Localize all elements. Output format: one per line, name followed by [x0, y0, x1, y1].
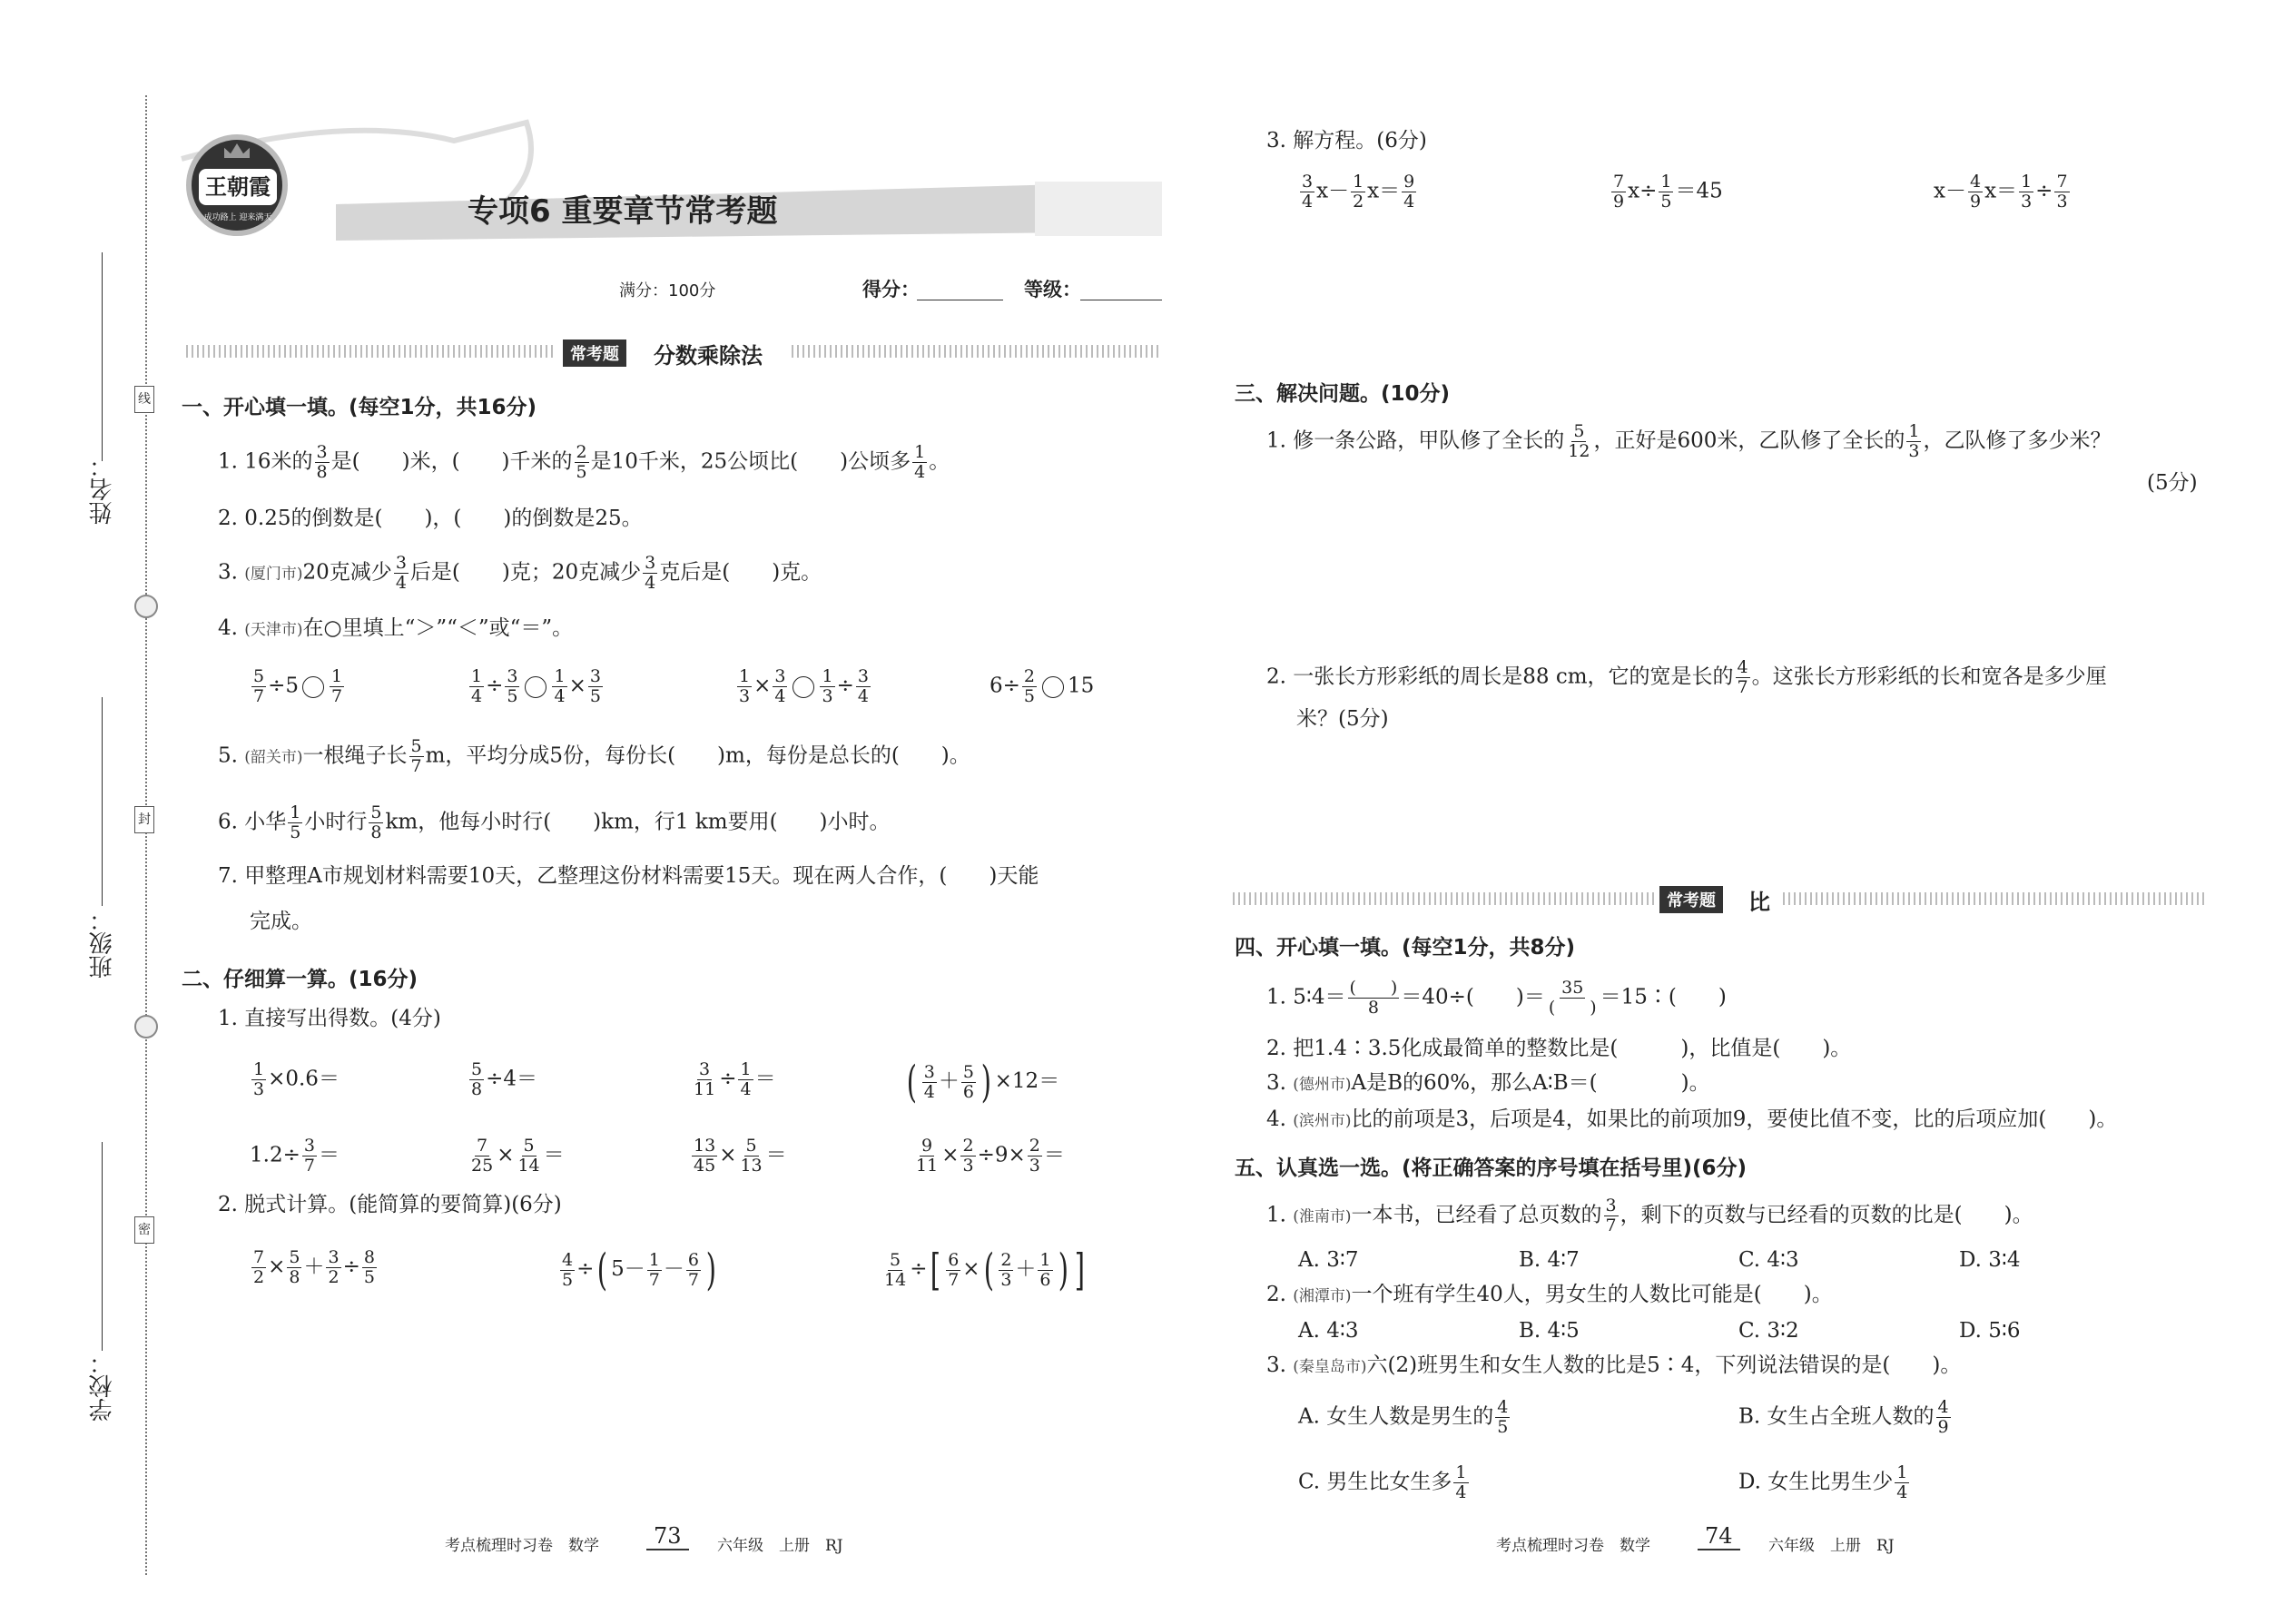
question-1-7: 7. 甲整理A市规划材料需要10天，乙整理这份材料需要15天。现在两人合作，( )天能	[218, 864, 1039, 888]
section-tag-title: 分数乘除法	[654, 343, 763, 369]
question-1-5	[218, 737, 970, 776]
section-1-title: 一、开心填一填。(每空1分，共16分)	[182, 396, 537, 419]
footer-grade: 六年级 上册 RJ	[717, 1537, 843, 1555]
q-text: m，平均分成5份，每份长( )m，每份是总长的( )。	[425, 743, 970, 768]
q-text: 小时行	[304, 810, 368, 834]
fraction: $\frac{1}{2}$	[1353, 172, 1364, 212]
binding-ring-icon	[134, 595, 158, 618]
fraction: $\frac{6}{7}$	[948, 1249, 960, 1290]
binding-mark-line: 线	[134, 386, 154, 413]
section-tag: 常考题	[563, 340, 626, 367]
choice-option[interactable]: B. 4∶7	[1519, 1248, 1580, 1272]
choice-option[interactable]: D. 3∶4	[1959, 1248, 2021, 1272]
logo-text: 王朝霞	[199, 169, 277, 205]
fraction: $\frac{1}{3}$	[253, 1059, 265, 1099]
fraction: $\frac{3}{2}$	[328, 1247, 340, 1287]
fraction: $\frac{5}{14}$	[517, 1136, 540, 1176]
compare-circle[interactable]	[1042, 676, 1064, 698]
fraction: $\frac{3}{11}$	[694, 1059, 716, 1099]
step-calc-1: $\frac{7}{2}$ × $\frac{5}{8}$ ＋ $\frac{3}{2}$ ÷ $\frac{8}{5}$	[253, 1247, 375, 1287]
question-1-1	[218, 443, 950, 482]
ratio-question-4: 4. (滨州市)比的前项是3，后项是4，如果比的前项加9，要使比值不变，比的后项应加( )。	[1266, 1107, 2118, 1131]
equation-1: $\frac{3}{4}$ x－ $\frac{1}{2}$ x＝ $\frac{9}{4}$	[1302, 172, 1415, 212]
fraction: $\frac{3}{4}$	[923, 1061, 935, 1102]
equation-title: 3. 解方程。(6分)	[1266, 129, 1427, 153]
choice-option[interactable]: C. 男生比女生多 $\frac{1}{4}$	[1298, 1462, 1467, 1502]
oral-calc-1-3: $\frac{3}{11}$ ÷ $\frac{1}{4}$ ＝	[694, 1059, 776, 1099]
city-tag: (德州市)	[1293, 1076, 1352, 1094]
question-1-6	[218, 803, 891, 842]
binding-mark-secret: 密	[134, 1216, 154, 1244]
fraction: $\frac{3}{4}$	[1302, 172, 1314, 212]
section-tag: 常考题	[1659, 886, 1723, 913]
binding-dotted-line	[145, 95, 147, 1575]
fraction: $\frac{1}{4}$	[554, 666, 566, 706]
oral-calc-1-2: $\frac{5}{8}$ ÷4＝	[471, 1059, 537, 1099]
compare-circle[interactable]	[525, 676, 546, 698]
section-2-title: 二、仔细算一算。(16分)	[182, 968, 418, 991]
name-blank-line	[102, 252, 103, 461]
q-text: 一根绳子长	[302, 743, 408, 768]
q-text: ，乙队修了多少米？	[1923, 428, 2112, 453]
fraction: $\frac{5}{6}$	[962, 1061, 974, 1102]
fraction: $\frac{3}{4}$	[395, 553, 407, 593]
logo-crown-icon	[224, 143, 250, 158]
equation-3: x－ $\frac{4}{9}$ x＝ $\frac{1}{3}$ ÷ $\frac{7}{3}$	[1934, 172, 2068, 212]
section-divider	[1233, 892, 1655, 905]
full-score-label: 满分：100分	[619, 281, 716, 300]
problem-2	[1266, 658, 2107, 697]
q-text: ，正好是600米，乙队修了全长的	[1593, 428, 1905, 453]
choice-option[interactable]: C. 3∶2	[1738, 1319, 1799, 1343]
fraction: $\frac{3}{5}$	[507, 666, 518, 706]
oral-calc-1-4: ( $\frac{3}{4}$ ＋ $\frac{5}{6}$ ) ×12＝	[906, 1057, 1060, 1107]
fraction: $\frac{4}{5}$	[1497, 1397, 1509, 1437]
fraction: $\frac{1}{7}$	[331, 666, 343, 706]
fraction: $\frac{5}{12}$	[1568, 421, 1590, 461]
choice-question-2: 2. (湘潭市)一个班有学生40人，男女生的人数比可能是( )。	[1266, 1283, 1833, 1306]
section-5-title: 五、认真选一选。(将正确答案的序号填在括号里)(6分)	[1235, 1156, 1748, 1180]
page-title: 专项6 重要章节常考题	[468, 193, 778, 230]
problem-1	[1266, 422, 2111, 461]
fraction: $\frac{4}{7}$	[1737, 657, 1748, 697]
oral-calc-2-1: 1.2÷ $\frac{3}{7}$ ＝	[250, 1136, 340, 1176]
fraction: $\frac{3}{7}$	[303, 1136, 315, 1176]
subsection-2-1: 1. 直接写出得数。(4分)	[218, 1007, 441, 1030]
section-tag-title: 比	[1748, 890, 1770, 915]
oral-calc-2-3: $\frac{13}{45}$ × $\frac{5}{13}$ ＝	[694, 1136, 787, 1176]
q-text: 6. 小华	[218, 810, 287, 834]
fraction: $\frac{7}{2}$	[253, 1247, 265, 1287]
q-text: 2. 一张长方形彩纸的周长是88 cm，它的宽是长的	[1266, 664, 1734, 689]
choice-option[interactable]: C. 4∶3	[1738, 1248, 1799, 1272]
footer-book: 考点梳理时习卷 数学	[1496, 1537, 1650, 1555]
choice-question-3: 3. (秦皇岛市)六(2)班男生和女生人数的比是5∶4，下列说法错误的是( )。	[1266, 1353, 1962, 1377]
fraction: $\frac{1}{3}$	[739, 666, 751, 706]
q-text: 。这张长方形彩纸的长和宽各是多少厘	[1751, 664, 2107, 689]
fraction: $\frac{7}{25}$	[471, 1136, 494, 1176]
q-text: 克后是( )克。	[659, 560, 822, 585]
fraction: $\frac{8}{5}$	[363, 1247, 375, 1287]
question-1-4	[218, 615, 573, 644]
fraction: $\frac{3}{8}$	[316, 442, 328, 482]
problem-1-score: (5分)	[2147, 471, 2198, 495]
fraction: $\frac{1}{5}$	[290, 802, 301, 842]
fraction: $\frac{1}{4}$	[1455, 1462, 1467, 1502]
q-text: 1. 修一条公路，甲队修了全长的	[1266, 428, 1565, 453]
compare-item-2: $\frac{1}{4}$ ÷ $\frac{3}{5}$ $\frac{1}{4}$ × $\frac{3}{5}$	[471, 666, 601, 706]
compare-item-1: $\frac{5}{7}$ ÷5 $\frac{1}{7}$	[253, 666, 343, 706]
class-blank-line	[102, 697, 103, 906]
city-tag: (厦门市)	[244, 565, 303, 584]
page-number: 73	[646, 1523, 689, 1550]
binding-ring-icon	[134, 1015, 158, 1038]
compare-circle[interactable]	[793, 676, 814, 698]
city-tag: (淮南市)	[1293, 1207, 1352, 1226]
footer-grade: 六年级 上册 RJ	[1768, 1537, 1895, 1555]
fraction: $\frac{3}{4}$	[645, 553, 656, 593]
compare-item-3: $\frac{1}{3}$ × $\frac{3}{4}$ $\frac{1}{3}$ ÷ $\frac{3}{4}$	[739, 666, 869, 706]
fraction: $\frac{1}{4}$	[740, 1059, 752, 1099]
fraction: $\frac{7}{9}$	[1613, 172, 1625, 212]
fraction: $\frac{2}{5}$	[1023, 666, 1035, 706]
fraction: $\frac{3}{7}$	[1605, 1196, 1617, 1235]
compare-item-4: 6÷ $\frac{2}{5}$ 15	[989, 666, 1095, 706]
choice-option[interactable]: A. 女生人数是男生的 $\frac{4}{5}$	[1298, 1397, 1509, 1437]
ratio-question-2: 2. 把1.4∶3.5化成最简单的整数比是( )，比值是( )。	[1266, 1037, 1852, 1060]
binding-mark-seal: 封	[134, 806, 154, 833]
q-text: 在○里填上“＞”“＜”或“＝”。	[302, 616, 574, 640]
fraction: $\frac{5}{7}$	[253, 666, 265, 706]
q-text: 3.	[218, 560, 245, 585]
fraction: $\frac{5}{8}$	[370, 802, 382, 842]
fraction: $\frac{1}{7}$	[648, 1249, 660, 1290]
fraction: $\frac{9}{11}$	[916, 1136, 939, 1176]
fraction: $\frac{1}{3}$	[1908, 421, 1920, 461]
fraction: $\frac{6}{7}$	[687, 1249, 699, 1290]
fraction: $\frac{1}{5}$	[1660, 172, 1672, 212]
city-tag: (天津市)	[244, 621, 303, 639]
q-text: 5.	[218, 743, 245, 768]
fraction: $\frac{5}{14}$	[884, 1249, 907, 1290]
choice-option[interactable]: B. 女生占全班人数的 $\frac{4}{9}$	[1738, 1397, 1949, 1437]
oral-calc-2-2: $\frac{7}{25}$ × $\frac{5}{14}$ ＝	[471, 1136, 565, 1176]
q-text: 是10千米，25公顷比( )公顷多	[590, 449, 911, 474]
fraction: $\frac{1}{3}$	[2021, 172, 2033, 212]
fraction: $\frac{2}{5}$	[576, 442, 587, 482]
fraction: $\frac{5}{13}$	[740, 1136, 763, 1176]
fraction: $\frac{5}{8}$	[471, 1059, 483, 1099]
fraction: $\frac{2}{3}$	[962, 1136, 974, 1176]
section-divider	[186, 345, 554, 358]
fraction: $\frac{1}{3}$	[822, 666, 833, 706]
q-text: 是( )米，( )千米的	[330, 449, 573, 474]
step-calc-2: $\frac{4}{5}$ ÷( 5－ $\frac{1}{7}$ － $\frac{6}{7}$ )	[562, 1245, 716, 1295]
fraction: ( ) 8	[1349, 978, 1398, 1018]
fraction: $\frac{9}{4}$	[1403, 172, 1415, 212]
section-4-title: 四、开心填一填。(每空1分，共8分)	[1235, 936, 1576, 960]
fraction: $\frac{3}{4}$	[774, 666, 786, 706]
equation-2: $\frac{7}{9}$ x÷ $\frac{1}{5}$ ＝45	[1613, 172, 1723, 212]
question-1-7-continued: 完成。	[250, 910, 312, 933]
section-3-title: 三、解决问题。(10分)	[1235, 382, 1451, 406]
fraction: $\frac{3}{4}$	[857, 666, 869, 706]
q-text: 20克减少	[302, 560, 392, 585]
fraction: $\frac{4}{5}$	[562, 1249, 574, 1290]
fraction: $\frac{13}{45}$	[694, 1136, 716, 1176]
choice-option[interactable]: A. 4∶3	[1298, 1319, 1359, 1343]
fraction: $\frac{1}{4}$	[1896, 1462, 1908, 1502]
choice-option[interactable]: A. 3∶7	[1298, 1248, 1359, 1272]
choice-option[interactable]: D. 女生比男生少 $\frac{1}{4}$	[1738, 1462, 1908, 1502]
footer-book: 考点梳理时习卷 数学	[445, 1537, 599, 1555]
name-label: 姓名：	[89, 454, 116, 525]
choice-option[interactable]: D. 5∶6	[1959, 1319, 2021, 1343]
city-tag: (韶关市)	[244, 748, 303, 767]
fraction: 35 ( )	[1548, 978, 1597, 1018]
logo-motto: 成功路上 迎来满天	[203, 213, 272, 222]
oral-calc-1-1: $\frac{1}{3}$ ×0.6＝	[253, 1059, 340, 1099]
grade-label: 等级：	[1024, 279, 1081, 300]
choice-question-1: 1. (淮南市)一本书，已经看了总页数的 $\frac{3}{7}$ ，剩下的页数与已经看的页数的比是( )。	[1266, 1196, 2033, 1235]
fraction: $\frac{5}{8}$	[289, 1247, 300, 1287]
fraction: $\frac{1}{4}$	[914, 442, 926, 482]
ratio-question-3: 3. (德州市)A是B的60%，那么A∶B＝( )。	[1266, 1071, 1710, 1095]
section-divider	[792, 345, 1159, 358]
score-label: 得分：	[862, 279, 920, 300]
fraction: $\frac{5}{7}$	[410, 736, 422, 776]
choice-option[interactable]: B. 4∶5	[1519, 1319, 1580, 1343]
fraction: $\frac{7}{3}$	[2056, 172, 2068, 212]
school-label: 学校：	[89, 1351, 116, 1422]
section-divider	[1783, 892, 2205, 905]
q-text: 。	[929, 449, 950, 474]
q-text: km，他每小时行( )km，行1 km要用( )小时。	[385, 810, 891, 834]
question-1-3	[218, 554, 822, 593]
city-tag: (湘潭市)	[1293, 1287, 1352, 1305]
fraction: $\frac{4}{9}$	[1937, 1397, 1949, 1437]
school-blank-line	[102, 1142, 103, 1351]
ratio-question-1: 1. 5∶4＝ ( ) 8 ＝40÷( )＝ 35 ( ) ＝15∶( )	[1266, 978, 1727, 1018]
logo-badge	[186, 134, 288, 236]
class-label: 班级：	[89, 908, 116, 979]
q-text: 1. 16米的	[218, 449, 313, 474]
fraction: $\frac{2}{3}$	[1000, 1249, 1012, 1290]
city-tag: (滨州市)	[1293, 1112, 1352, 1130]
oral-calc-2-4: $\frac{9}{11}$ × $\frac{2}{3}$ ÷9× $\frac{2}{3}$ ＝	[916, 1136, 1065, 1176]
city-tag: (秦皇岛市)	[1293, 1358, 1367, 1376]
step-calc-3: $\frac{5}{14}$ ÷[ $\frac{6}{7}$ ×( $\frac{2}{3}$ ＋ $\frac{1}{6}$ ) ]	[884, 1245, 1086, 1295]
page-number: 74	[1698, 1523, 1740, 1550]
subsection-2-2: 2. 脱式计算。(能简算的要简算)(6分)	[218, 1193, 562, 1216]
question-1-2: 2. 0.25的倒数是( )，( )的倒数是25。	[218, 507, 643, 530]
q-text: 4.	[218, 616, 245, 640]
fraction: $\frac{1}{6}$	[1039, 1249, 1051, 1290]
fraction: $\frac{3}{5}$	[589, 666, 601, 706]
fraction: $\frac{1}{4}$	[471, 666, 483, 706]
fraction: $\frac{2}{3}$	[1029, 1136, 1040, 1176]
compare-circle[interactable]	[302, 676, 324, 698]
q-text: 后是( )克；20克减少	[409, 560, 642, 585]
problem-2-continued: 米？(5分)	[1296, 707, 1389, 731]
fraction: $\frac{4}{9}$	[1969, 172, 1982, 212]
